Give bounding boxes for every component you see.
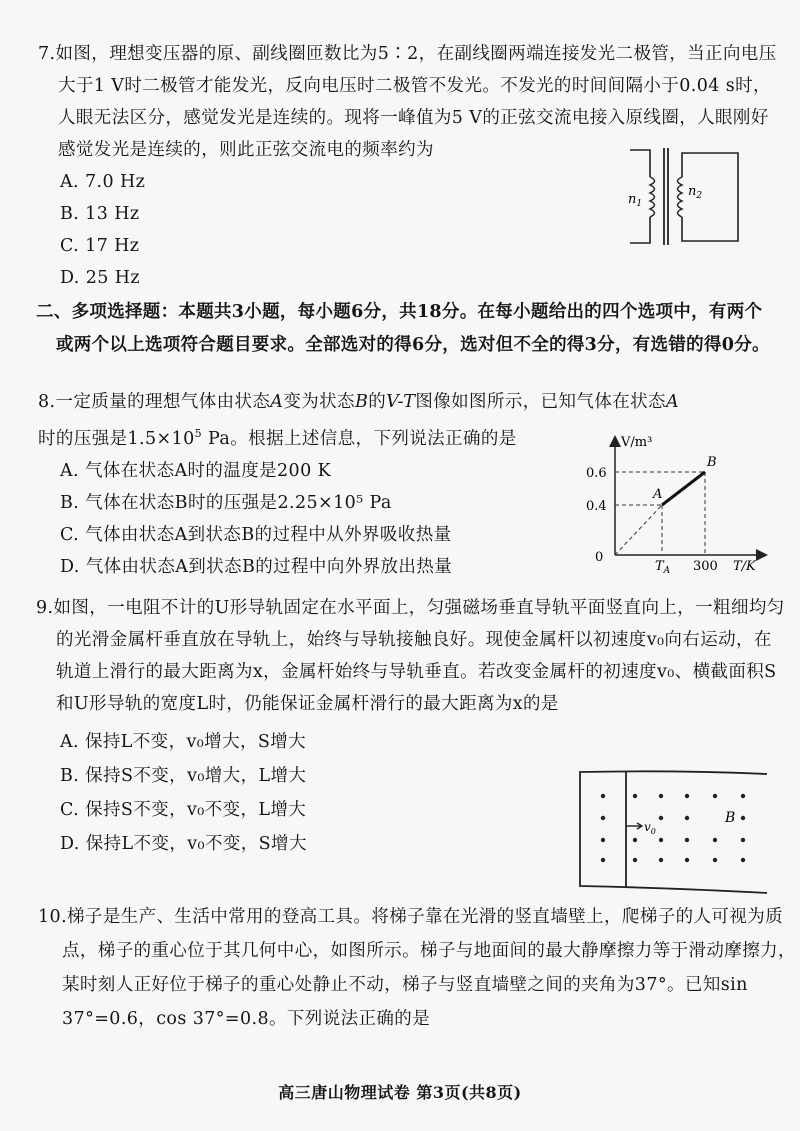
n2-label: $n_2$ (688, 184, 703, 201)
y-tick-0.4: 0.4 (586, 499, 607, 514)
question-8-option-d[interactable]: D. 气体由状态A到状态B的过程中向外界放出热量 (60, 556, 453, 577)
origin-to-a-line (615, 505, 662, 555)
u-shaped-rail (580, 771, 767, 893)
page-footer: 高三唐山物理试卷 第3页(共8页) (278, 1083, 522, 1102)
origin-label: 0 (595, 550, 604, 565)
question-9-option-d[interactable]: D. 保持L不变，v₀不变，S增大 (60, 834, 307, 854)
question-8-stem: 8.一定质量的理想气体由状态A变为状态B的V-T图像如图所示，已知气体在状态A 时的压强是$1.5\times 10^5$ Pa。根据上述信息，下列说法正确的是 (38, 392, 679, 449)
point-a-label: A (653, 487, 663, 502)
rail-figure (575, 768, 775, 896)
section-2-header (38, 296, 773, 362)
question-7-option-a[interactable]: A. 7.0 Hz (60, 172, 146, 192)
vt-graph (585, 430, 775, 575)
question-7-option-c[interactable]: C. 17 Hz (60, 236, 140, 256)
x-tick-300: 300 (693, 559, 718, 574)
n1-label: $n_1$ (628, 192, 643, 209)
point-b-label: B (707, 455, 717, 470)
question-9-option-b[interactable]: B. 保持S不变，v₀增大，L增大 (60, 766, 307, 786)
question-9-option-a[interactable]: A. 保持L不变，v₀增大，S增大 (60, 732, 307, 752)
question-10 (38, 900, 796, 1036)
question-8-option-b[interactable]: B. 气体在状态B时的压强是2.25×10⁵ Pa (60, 492, 392, 513)
question-8-option-a[interactable]: A. 气体在状态A时的温度是200 K (60, 460, 332, 481)
question-7-stem: 7.如图，理想变压器的原、副线圈匝数比为5∶2，在副线圈两端连接发光二极管，当正向电压大于1 V时二极管才能发光，反向电压时二极管不发光。不发光的时间间隔小于0.04 s时，人眼无法区分，感觉发光是连续的。现将一峰值为5 V的正弦交流电接入原线圈，人眼刚好感觉发光是连续的，则此正弦交流电的频率约为 (38, 44, 777, 160)
process-a-to-b (662, 472, 705, 505)
question-7-option-b[interactable]: B. 13 Hz (60, 204, 140, 224)
section-2-text: 二、多项选择题：本题共3小题，每小题6分，共18分。在每小题给出的四个选项中，有两个或两个以上选项符合题目要求。全部选对的得6分，选对但不全的得3分，有选错的得0分。 (36, 302, 770, 355)
y-tick-0.6: 0.6 (586, 466, 607, 481)
question-7-option-d[interactable]: D. 25 Hz (60, 268, 141, 288)
x-axis-label: T/K (733, 559, 756, 574)
x-tick-ta: $T_A$ (655, 559, 671, 575)
question-9-stem: 9.如图，一电阻不计的U形导轨固定在水平面上，匀强磁场垂直导轨平面竖直向上，一粗细均匀的光滑金属杆垂直放在导轨上，始终与导轨接触良好。现使金属杆以初速度v₀向右运动，在轨道上滑行的最大距离为x，金属杆始终与导轨垂直。若改变金属杆的初速度v₀、横截面积S和U形导轨的宽度L时，仍能保证金属杆滑行的最大距离为x的是 (36, 598, 785, 714)
magnetic-field-dots (601, 794, 745, 862)
b-field-label: B (725, 810, 736, 826)
question-9-option-c[interactable]: C. 保持S不变，v₀不变，L增大 (60, 800, 307, 820)
question-10-stem: 10.梯子是生产、生活中常用的登高工具。将梯子靠在光滑的竖直墙壁上，爬梯子的人可视为质点，梯子的重心位于其几何中心，如图所示。梯子与地面间的最大静摩擦力等于滑动摩擦力，某时刻人正好位于梯子的重心处静止不动，梯子与竖直墙壁之间的夹角为37°。已知sin 37°=0.6，cos 37°=0.8。下列说法正确的是 (38, 907, 796, 1029)
transformer-figure (620, 145, 750, 250)
y-axis-label: V/m³ (621, 435, 653, 450)
question-8-option-c[interactable]: C. 气体由状态A到状态B的过程中从外界吸收热量 (60, 524, 452, 545)
v0-label: $v_0$ (644, 820, 656, 836)
